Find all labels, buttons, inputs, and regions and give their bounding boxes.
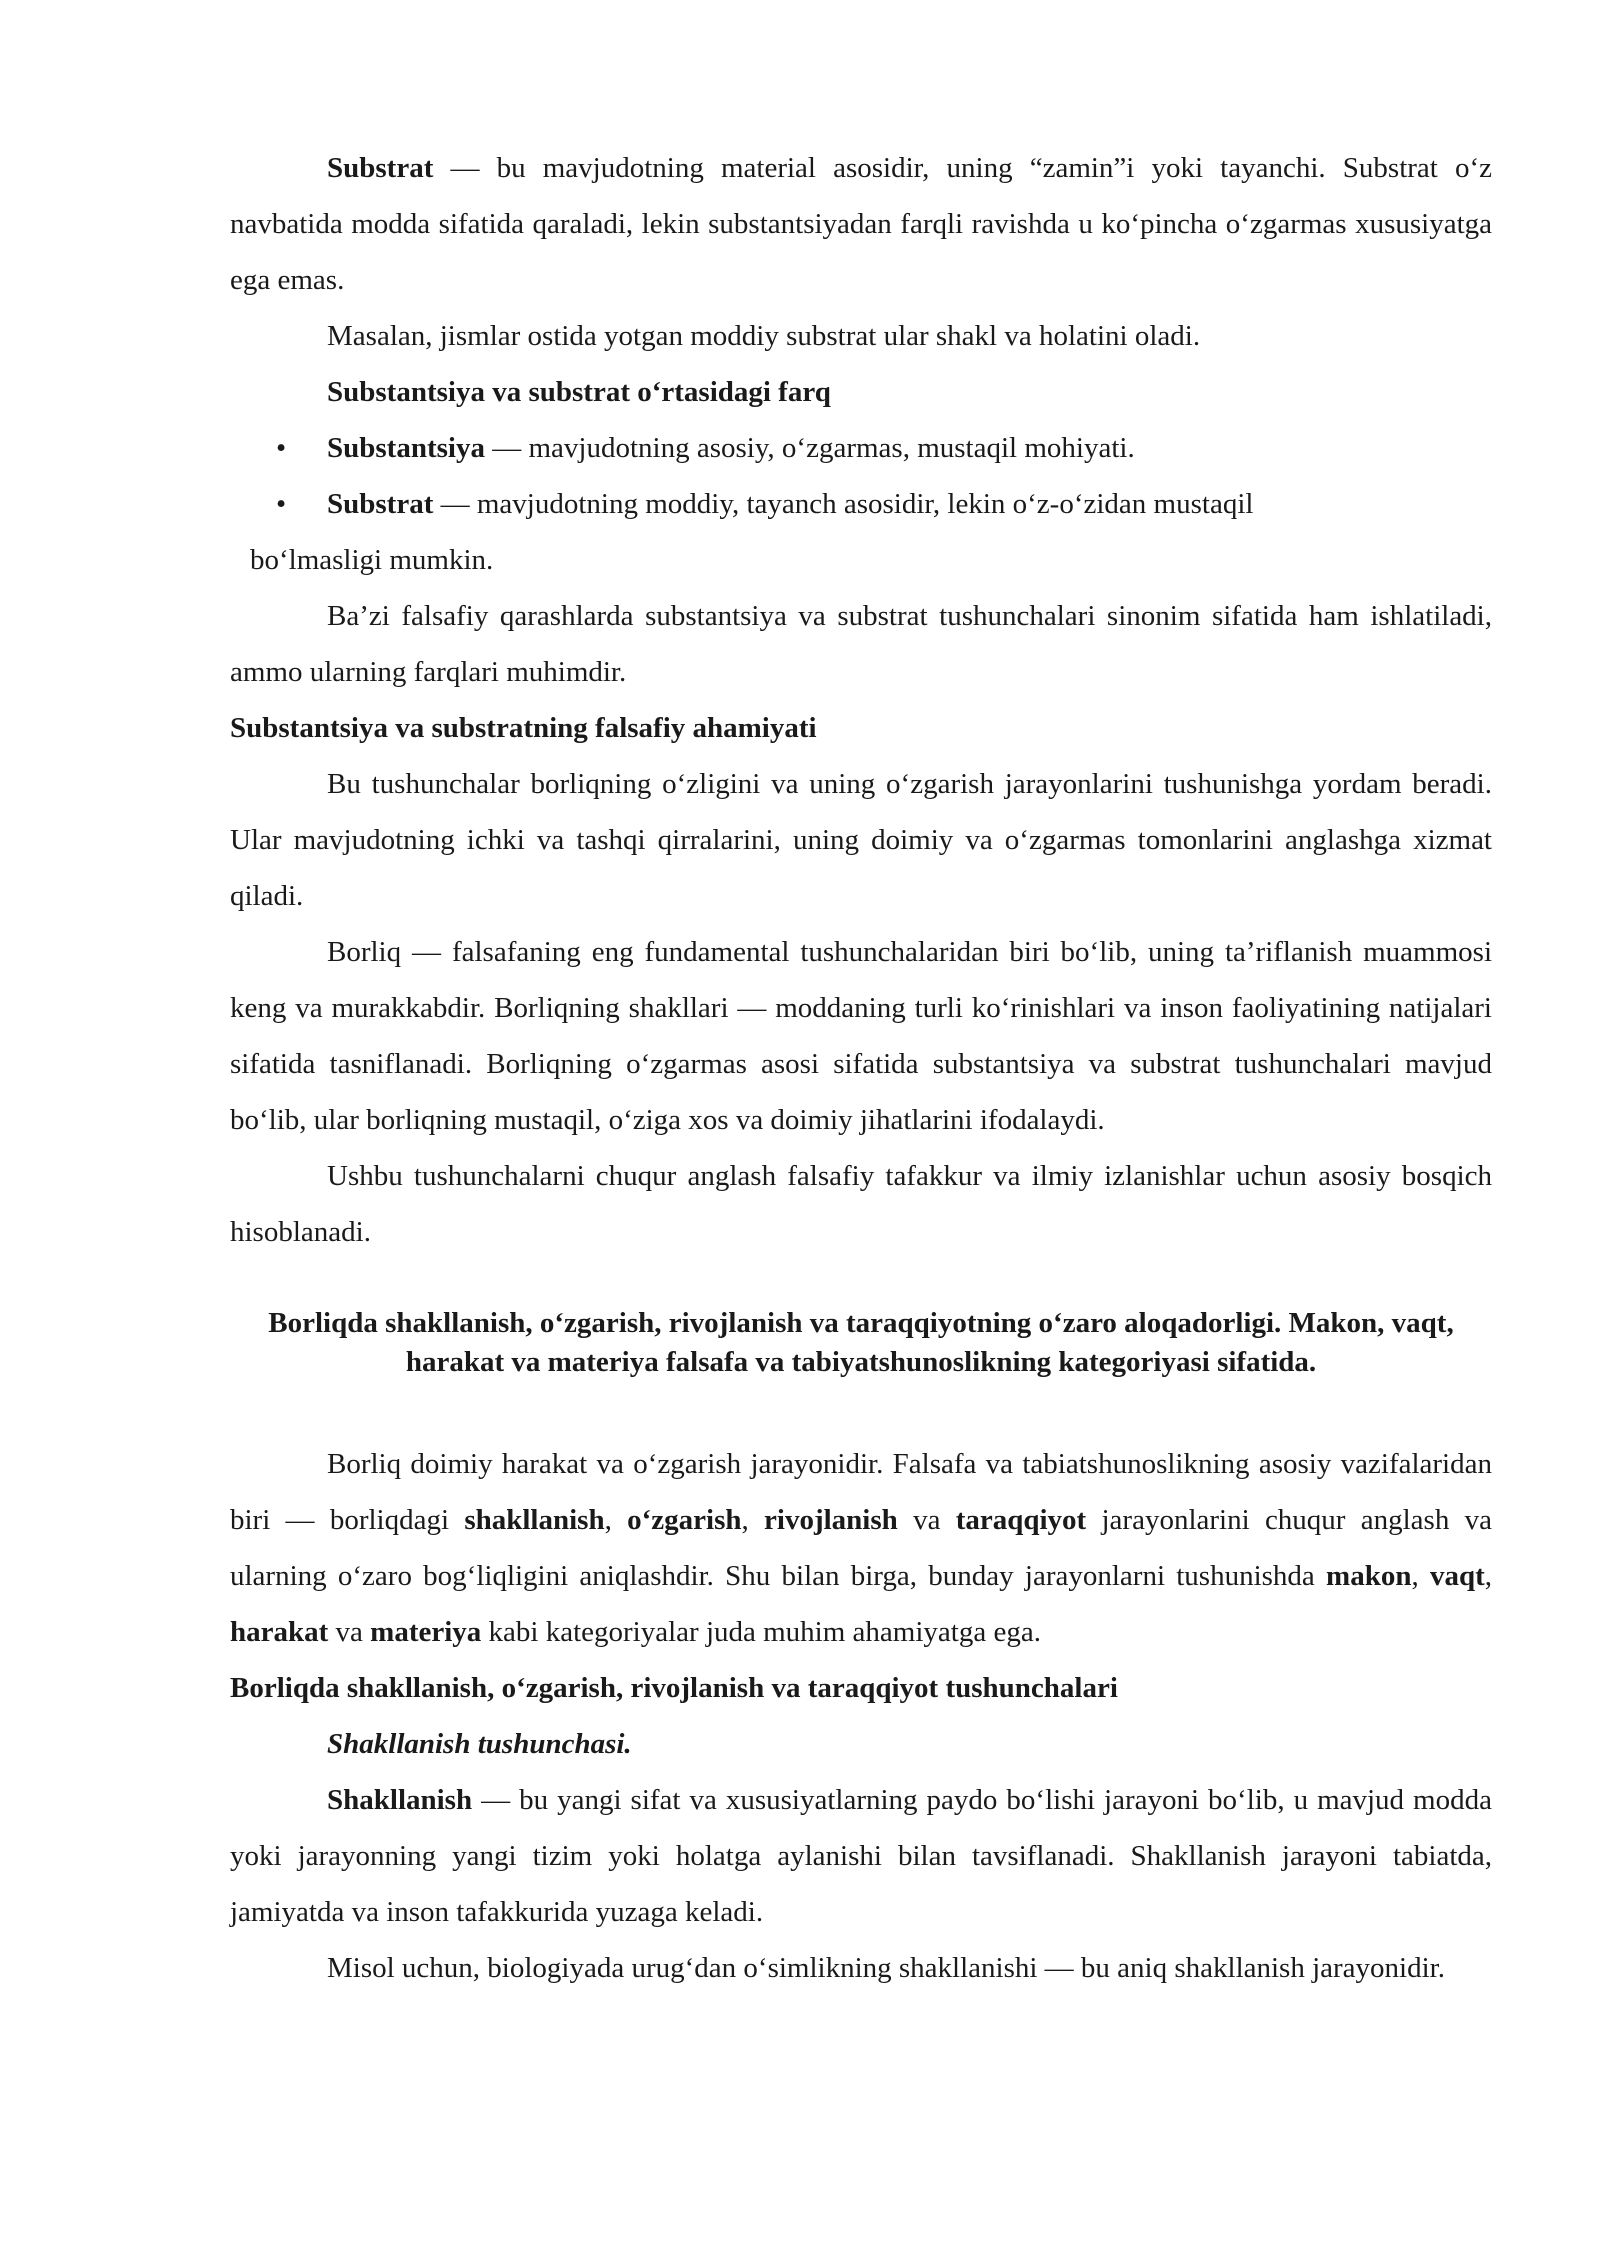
bullet-term: Substrat bbox=[327, 488, 434, 520]
bullet-text: — mavjudotning moddiy, tayanch asosidir, lekin o‘z-o‘zidan mustaqil bbox=[433, 488, 1254, 520]
bullet-icon: • bbox=[276, 432, 287, 464]
paragraph-understanding: Bu tushunchalar borliqning o‘zligini va uning o‘zgarish jarayonlarini tushunishga yordam beradi. Ular mavjudotning ichki va tashqi qirralarini, uning doimiy va o‘zgarmas tomonlarini anglashga xizmat qiladi. bbox=[230, 768, 1492, 912]
bullet-item-substantsiya bbox=[230, 420, 1492, 476]
paragraph-shakllanish-definition bbox=[230, 1772, 1492, 1940]
document-page bbox=[230, 140, 1492, 1996]
bullet-item-substrat bbox=[230, 476, 1492, 532]
heading-importance: Substantsiya va substratning falsafiy ahamiyati bbox=[230, 712, 817, 744]
paragraph-text: — bu mavjudotning material asosidir, uning “zamin”i yoki tayanchi. Substrat o‘z navbatida modda sifatida qaraladi, lekin substantsiyadan farqli ravishda u ko‘pincha o‘zgarmas xususiyatga ega emas. bbox=[230, 152, 1492, 296]
paragraph-borliq: Borliq — falsafaning eng fundamental tushunchalaridan biri bo‘lib, uning ta’riflanish muammosi keng va murakkabdir. Borliqning shakllari — moddaning turli ko‘rinishlari va inson faoliyatining natijalari sifatida tasniflanadi. Borliqning o‘zgarmas asosi sifatida substantsiya va substrat tushunchalari mavjud bo‘lib, ular borliqning mustaqil, o‘ziga xos va doimiy jihatlarini ifodalaydi. bbox=[230, 936, 1492, 1136]
term-shakllanish: Shakllanish bbox=[327, 1784, 473, 1816]
term-substrat: Substrat bbox=[327, 152, 434, 184]
paragraph-example: Masalan, jismlar ostida yotgan moddiy substrat ular shakl va holatini oladi. bbox=[327, 320, 1201, 352]
heading-shakllanish-text: Shakllanish tushunchasi. bbox=[327, 1728, 632, 1760]
bullet-text: — mavjudotning asosiy, o‘zgarmas, mustaqil mohiyati. bbox=[484, 432, 1135, 464]
paragraph-intro: Borliq doimiy harakat va o‘zgarish jarayonidir. Falsafa va tabiatshunoslikning asosiy vazifalaridan biri — borliqdagi shakllanish, o‘zgarish, rivojlanish va taraqqiyot jarayonlarini chuqur anglash va ularning o‘zaro bog‘liqligini aniqlashdir. Shu bilan birga, bunday jarayonlarni tushunishda makon, vaqt, harakat va materiya kabi kategoriyalar juda muhim ahamiyatga ega. bbox=[230, 1448, 1493, 1648]
section-title: Borliqda shakllanish, o‘zgarish, rivojlanish va taraqqiyotning o‘zaro aloqadorligi. Makon, vaqt, harakat va materiya falsafa va tabiyatshunoslikning kategoriyasi sifatida. bbox=[268, 1307, 1454, 1378]
spacer bbox=[230, 1382, 1492, 1436]
paragraph-text: — bu yangi sifat va xususiyatlarning paydo bo‘lishi jarayoni bo‘lib, u mavjud modda yoki jarayonning yangi tizim yoki holatga aylanishi bilan tavsiflanadi. Shakllanish jarayoni tabiatda, jamiyatda va inson tafakkurida yuzaga keladi. bbox=[230, 1784, 1492, 1928]
bullet-term: Substantsiya bbox=[327, 432, 485, 464]
paragraph-synonyms: Ba’zi falsafiy qarashlarda substantsiya va substrat tushunchalari sinonim sifatida ham ishlatiladi, ammo ularning farqlari muhimdir. bbox=[230, 600, 1492, 688]
paragraph-substrat-definition bbox=[230, 140, 1492, 308]
bullet-icon: • bbox=[276, 488, 287, 520]
paragraph-conclusion: Ushbu tushunchalarni chuqur anglash falsafiy tafakkur va ilmiy izlanishlar uchun asosiy bosqich hisoblanadi. bbox=[230, 1160, 1492, 1248]
heading-concepts: Borliqda shakllanish, o‘zgarish, rivojlanish va taraqqiyot tushunchalari bbox=[230, 1672, 1118, 1704]
bullet-continuation: bo‘lmasligi mumkin. bbox=[250, 544, 494, 576]
paragraph-biology-example: Misol uchun, biologiyada urug‘dan o‘simlikning shakllanishi — bu aniq shakllanish jarayonidir. bbox=[327, 1952, 1445, 1984]
spacer bbox=[230, 1260, 1492, 1304]
heading-difference: Substantsiya va substrat o‘rtasidagi farq bbox=[327, 376, 831, 408]
heading-shakllanish bbox=[230, 1716, 1492, 1772]
